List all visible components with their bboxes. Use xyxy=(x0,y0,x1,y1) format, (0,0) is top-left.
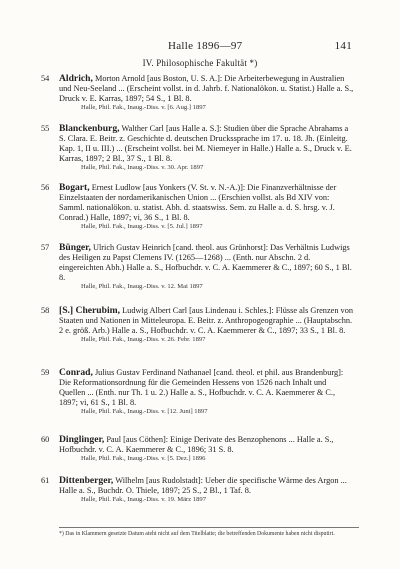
entry-meta: Halle, Phil. Fak., Inaug.-Diss. v. [12. Juni] 1897 xyxy=(81,407,208,415)
entry-58 xyxy=(41,305,354,344)
entry-56 xyxy=(41,182,354,231)
entry-name: Bogart, xyxy=(59,182,90,193)
entry-text: Paul [aus Cöthen]: Einige Derivate des Benzophenons ... Halle a. S., Hofbuchdr. v. C. A. Kaemmerer & C., 1896; 31 S. 8. xyxy=(59,435,334,454)
entry-meta: Halle, Phil. Fak., Inaug.-Diss. v. 30. Apr. 1897 xyxy=(81,163,204,171)
footnote: *) Das in Klammern gesetzte Datum ateht nicht auf dem Titelblatte; die betreffenden Dokumente haben nicht disputirt. xyxy=(59,531,335,537)
entry-text: Wilhelm [aus Rudolstadt]: Ueber die specifische Wärme des Argon ... Halle a. S., Buchdr. O. Thiele, 1897; 25 S., 2 Bl., 1 Taf. 8. xyxy=(59,476,347,495)
entry-number: 58 xyxy=(41,306,50,315)
section-title: IV. Philosophische Fakultät *) xyxy=(142,58,258,68)
entry-61 xyxy=(41,475,354,504)
entry-54 xyxy=(41,73,354,112)
entry-meta: Halle, Phil. Fak., Inaug.-Diss. v. 26. Febr. 1897 xyxy=(81,335,206,343)
page-number: 141 xyxy=(334,40,352,52)
running-title: Halle 1896—97 xyxy=(168,40,243,52)
entry-meta: Halle, Phil. Fak., Inaug.-Diss. v. 12. Mai 1897 xyxy=(81,282,203,290)
entry-number: 54 xyxy=(41,74,50,83)
entry-text: Ludwig Albert Carl [aus Lindenau i. Schles.]: Flüsse als Grenzen von Staaten und Nationen in Mitteleuropa. E. Beitr. z. Anthropogeographie ... (Hauptabschn. 2 e. größ. Arb.) Halle a. S., Hofbuchdr. v. C. A. Kaemmerer & C., 1897; 33 S., 1 Bl. 8. xyxy=(59,306,353,335)
entry-meta: Halle, Phil. Fak., Inaug.-Diss. v. [5. Jul.] 1897 xyxy=(81,222,203,230)
entry-text: Ulrich Gustav Heinrich [cand. theol. aus Grünhorst]: Das Verhältnis Ludwigs des Heiligen zu Papst Clemens IV. (1265—1268) ... (Enth. nur Abschn. 2 d. eingereichten Abh.) Halle a. S., Hofbuchdr. v. C. A. Kaemmerer & C., 1897; 60 S., 1 Bl. 8. xyxy=(59,243,352,282)
entry-number: 61 xyxy=(41,476,50,485)
entry-text: Ernest Ludlow [aus Yonkers (V. St. v. N.-A.)]: Die Finanzverhältnisse der Einzelstaaten der nordamerikanischen Union ... (Erschien vollst. als Bd XIV von: Samml. nationalökon. u. statist. Abh. d. staatswiss. Sem. zu Halle a. d. S. hrsg. v. J. Conrad.) Halle, 1897; vi, 36 S., 1 Bl. 8. xyxy=(59,183,337,222)
entry-number: 59 xyxy=(41,368,50,377)
entry-text: Walther Carl [aus Halle a. S.]: Studien über die Sprache Abrahams a S. Clara. E. Beitr. z. Geschichte d. deutschen Druckssprache im 17. u. 18. Jh. (Einleitg. Kap. 1, II u. III.) ... (Erscheint vollst. bei M. Niemeyer in Halle.) Halle a. S., Druck v. E. Karras, 1897; 2 Bl., 37 S., 1 Bl. 8. xyxy=(59,124,352,163)
entry-name: Aldrich, xyxy=(59,73,93,84)
entry-number: 55 xyxy=(41,124,50,133)
entry-number: 60 xyxy=(41,435,50,444)
entry-number: 57 xyxy=(41,243,50,252)
entry-name: Blanckenburg, xyxy=(59,123,120,134)
entry-59 xyxy=(41,367,354,416)
entry-name: Dittenberger, xyxy=(59,475,114,486)
entry-name: Bünger, xyxy=(59,242,91,253)
entry-number: 56 xyxy=(41,183,50,192)
entry-57 xyxy=(41,242,354,291)
entry-name: Dinglinger, xyxy=(59,434,105,445)
footnote-rule xyxy=(59,527,359,528)
entry-meta: Halle, Phil. Fak., Inaug.-Diss. v. [6. Aug.] 1897 xyxy=(81,103,206,111)
entry-name: [S.] Cherubim, xyxy=(59,305,121,316)
entry-text: Morton Arnold [aus Boston, U. S. A.]: Die Arbeiterbewegung in Australien und Neu-Seeland ... (Erscheint vollst. in d. Jahrb. f. Nationalökon. u. Statist.) Halle a. S., Druck v. E. Karras, 1897; 54 S., 1 Bl. 8. xyxy=(59,74,354,103)
entry-text: Julius Gustav Ferdinand Nathanael [cand. theol. et phil. aus Brandenburg]: Die Reformationsordnung für die Gemeinden Hessens von 1526 nach Inhalt und Quellen ... (Enth. nur Th. 1 u. 2.) Halle a. S., Hofbuchdr. v. C. A. Kaemmerer & C., 1897; vi, 61 S., 1 Bl. 8. xyxy=(59,368,344,407)
entry-60 xyxy=(41,434,354,463)
entry-55 xyxy=(41,123,354,172)
running-head xyxy=(0,40,400,56)
entry-name: Conrad, xyxy=(59,367,93,378)
entry-meta: Halle, Phil. Fak., Inaug.-Diss. v. [5. Dez.] 1896 xyxy=(81,454,206,462)
entry-meta: Halle, Phil. Fak., Inaug.-Diss. v. 19. März 1897 xyxy=(81,495,207,503)
